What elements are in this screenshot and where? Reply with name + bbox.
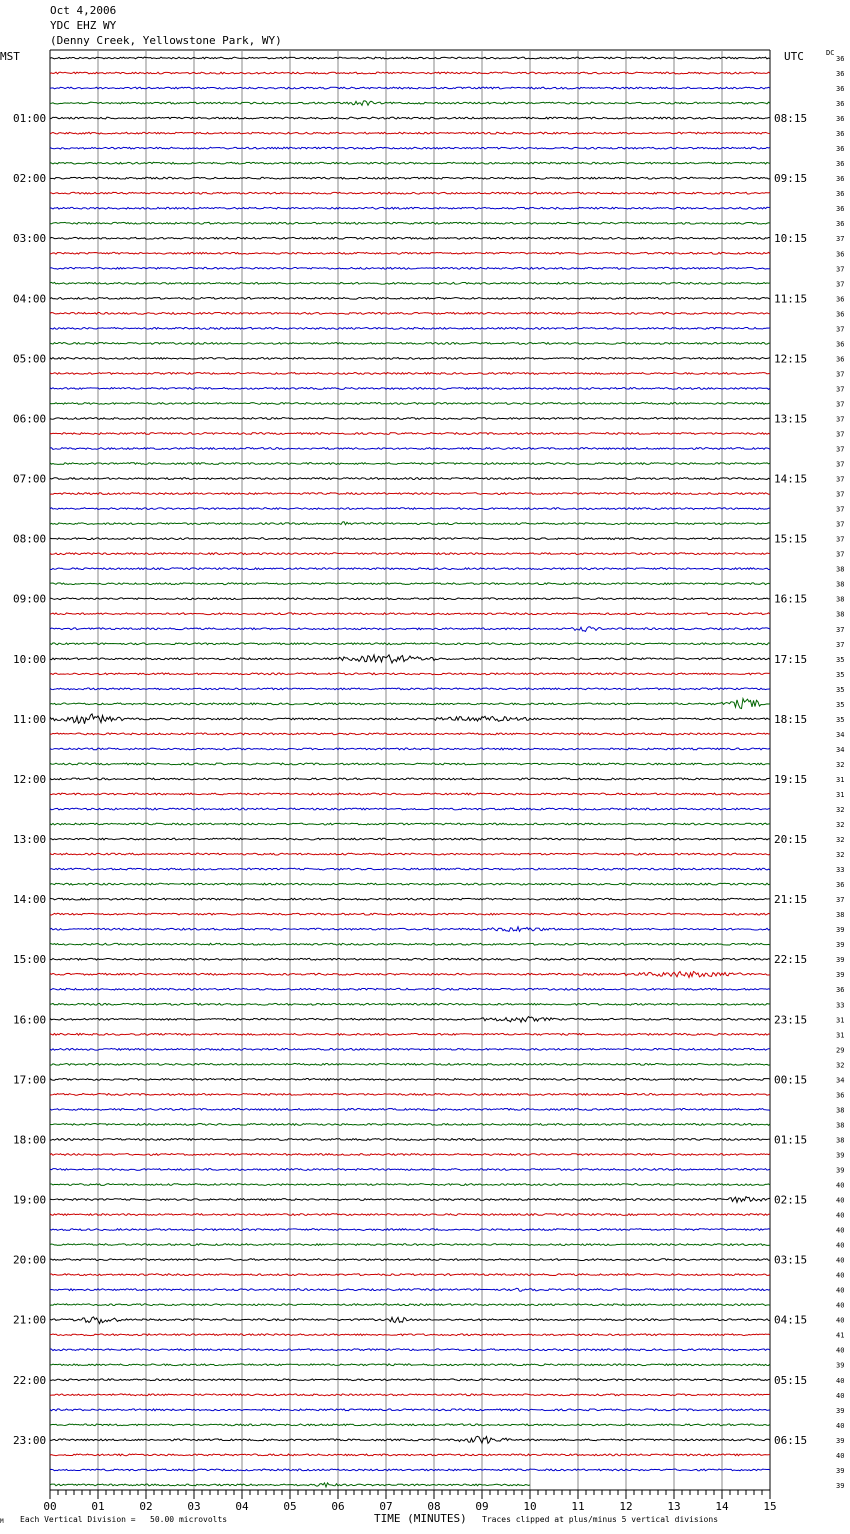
dc-offset-value: 39 [836, 956, 845, 965]
dc-offset-value: 37 [836, 505, 845, 514]
dc-offset-value: 31 [836, 1016, 845, 1025]
seismic-trace [50, 1017, 770, 1023]
seismic-trace [50, 522, 770, 525]
seismic-trace [50, 793, 770, 795]
seismic-trace [50, 1139, 770, 1141]
seismic-trace [50, 478, 770, 480]
seismic-trace [50, 508, 770, 510]
right-hour-label: 12:15 [774, 352, 808, 366]
seismic-trace [50, 1454, 770, 1456]
seismic-trace [50, 433, 770, 435]
left-hour-label: 15:00 [13, 953, 47, 967]
dc-offset-value: 39 [836, 1361, 845, 1370]
right-hour-label: 03:15 [774, 1253, 808, 1267]
seismic-trace [50, 57, 770, 59]
dc-offset-value: 31 [836, 1031, 845, 1040]
seismic-trace [50, 1288, 770, 1291]
seismic-trace [50, 613, 770, 615]
right-hour-label: 01:15 [774, 1133, 808, 1147]
seismic-trace [50, 714, 770, 724]
seismic-trace [50, 327, 770, 329]
left-hour-label: 08:00 [13, 532, 47, 546]
dc-offset-value: 31 [836, 790, 845, 799]
dc-offset-value: 37 [836, 535, 845, 544]
dc-offset-value: 40 [836, 1316, 845, 1325]
right-hour-label: 14:15 [774, 472, 808, 486]
dc-offset-value: 33 [836, 1001, 845, 1010]
dc-offset-value: 36 [836, 175, 845, 184]
x-tick-label: 04 [235, 1500, 249, 1513]
seismic-trace [50, 808, 770, 810]
right-hour-label: 06:15 [774, 1433, 808, 1447]
seismic-trace [50, 553, 770, 555]
left-hour-label: 23:00 [13, 1433, 47, 1447]
seismic-trace [50, 1154, 770, 1156]
x-tick-label: 08 [427, 1500, 441, 1513]
seismic-trace [50, 448, 770, 450]
dc-offset-value: 37 [836, 385, 845, 394]
seismic-trace [50, 1093, 770, 1095]
seismic-trace [50, 87, 770, 89]
dc-offset-value: 38 [836, 595, 845, 604]
dc-offset-value: 36 [836, 55, 845, 63]
seismic-trace [50, 1304, 770, 1306]
footer-mark: M [0, 1518, 4, 1525]
dc-offset-value: 35 [836, 670, 845, 679]
right-hour-label: 04:15 [774, 1313, 808, 1327]
dc-offset-value: 40 [836, 1196, 845, 1205]
x-tick-label: 14 [715, 1500, 729, 1513]
seismic-trace [50, 192, 770, 194]
seismic-trace [50, 733, 770, 735]
seismic-trace [50, 1394, 770, 1396]
x-tick-label: 12 [619, 1500, 633, 1513]
seismic-trace [50, 1214, 770, 1216]
seismic-trace [50, 1469, 770, 1471]
seismic-trace [50, 1349, 770, 1351]
dc-offset-value: 29 [836, 1046, 845, 1055]
left-hour-label: 04:00 [13, 292, 47, 306]
seismic-trace [50, 1244, 770, 1246]
seismic-trace [50, 583, 770, 585]
seismic-trace [50, 1063, 770, 1065]
left-hour-label: 03:00 [13, 232, 47, 246]
dc-offset-value: 39 [836, 1166, 845, 1175]
seismic-trace [50, 373, 770, 375]
dc-offset-value: 40 [836, 1421, 845, 1430]
right-hour-label: 23:15 [774, 1013, 808, 1027]
left-hour-label: 20:00 [13, 1253, 47, 1267]
dc-offset-value: 39 [836, 1436, 845, 1445]
dc-offset-value: 40 [836, 1226, 845, 1235]
dc-offset-value: 36 [836, 85, 845, 94]
x-tick-label: 10 [523, 1500, 537, 1513]
dc-offset-value: 37 [836, 550, 845, 559]
left-hour-label: 01:00 [13, 112, 47, 126]
dc-offset-value: 36 [836, 355, 845, 364]
x-tick-label: 09 [475, 1500, 489, 1513]
seismic-traces [50, 57, 770, 1487]
seismic-trace [50, 838, 770, 840]
left-hour-label: 11:00 [13, 712, 47, 726]
dc-offset-value: 39 [836, 971, 845, 980]
left-hour-label: 05:00 [13, 352, 47, 366]
seismic-trace [50, 1317, 770, 1324]
seismic-trace [50, 463, 770, 465]
dc-offset-value: 34 [836, 745, 845, 754]
seismic-trace [50, 282, 770, 284]
left-hour-label: 06:00 [13, 412, 47, 426]
dc-offset-value: 36 [836, 310, 845, 319]
dc-offset-value: 34 [836, 730, 845, 739]
dc-offset-value: 37 [836, 430, 845, 439]
seismic-trace [50, 493, 770, 495]
dc-offset-value: 35 [836, 715, 845, 724]
seismic-trace [50, 237, 770, 239]
seismic-trace [50, 267, 770, 269]
dc-offset-value: 39 [836, 1151, 845, 1160]
dc-offset-value: 38 [836, 911, 845, 920]
seismic-trace [50, 538, 770, 540]
dc-offset-value: 36 [836, 250, 845, 259]
dc-offset-value: 39 [836, 941, 845, 950]
dc-offset-value: 35 [836, 655, 845, 664]
right-hour-label: 22:15 [774, 953, 808, 967]
dc-offset-value: 40 [836, 1256, 845, 1265]
right-hour-label: 15:15 [774, 532, 808, 546]
dc-offset-value: 40 [836, 1286, 845, 1295]
dc-offset-value: 35 [836, 700, 845, 709]
dc-offset-value: 36 [836, 145, 845, 154]
dc-offset-value: 39 [836, 1466, 845, 1475]
dc-offset-value: 32 [836, 806, 845, 814]
axis-labels [13, 55, 844, 1513]
left-timezone-label: MST [0, 50, 20, 63]
x-tick-label: 13 [667, 1500, 681, 1513]
right-hour-label: 11:15 [774, 292, 808, 306]
dc-offset-value: 36 [836, 1091, 845, 1100]
dc-offset-value: 37 [836, 896, 845, 905]
dc-offset-value: 37 [836, 325, 845, 334]
scale-note: Each Vertical Division = 50.00 microvolts [20, 1515, 228, 1524]
seismic-trace [50, 207, 770, 209]
dc-offset-value: 36 [836, 881, 845, 890]
dc-offset-value: 37 [836, 445, 845, 454]
seismic-trace [50, 688, 770, 690]
dc-offset-value: 37 [836, 400, 845, 409]
dc-offset-value: 37 [836, 265, 845, 274]
seismic-trace [50, 418, 770, 420]
seismic-trace [50, 1169, 770, 1171]
left-hour-label: 21:00 [13, 1313, 47, 1327]
dc-offset-value: 36 [836, 115, 845, 124]
dc-offset-value: 33 [836, 866, 845, 875]
plot-date: Oct 4,2006 [50, 4, 117, 17]
seismic-trace [50, 988, 770, 990]
seismic-trace [50, 1259, 770, 1261]
seismic-trace [50, 312, 770, 314]
seismic-trace [50, 673, 770, 675]
dc-offset-value: 37 [836, 475, 845, 484]
dc-offset-value: 37 [836, 625, 845, 634]
dc-offset-value: 37 [836, 490, 845, 499]
right-hour-label: 05:15 [774, 1373, 808, 1387]
dc-offset-value: 38 [836, 610, 845, 619]
dc-offset-value: 36 [836, 70, 845, 79]
dc-offset-value: 32 [836, 821, 845, 830]
seismic-trace [50, 1229, 770, 1231]
left-hour-label: 13:00 [13, 833, 47, 847]
seismic-trace [50, 1197, 770, 1203]
right-hour-label: 16:15 [774, 592, 808, 606]
left-hour-label: 09:00 [13, 592, 47, 606]
seismic-trace [50, 943, 770, 945]
seismic-trace [50, 297, 770, 299]
right-hour-label: 13:15 [774, 412, 808, 426]
right-hour-label: 17:15 [774, 652, 808, 666]
dc-offset-value: 36 [836, 220, 845, 229]
dc-offset-value: 38 [836, 565, 845, 574]
seismic-trace [50, 643, 770, 645]
right-hour-label: 09:15 [774, 172, 808, 186]
dc-offset-value: 40 [836, 1391, 845, 1400]
dc-offset-value: 38 [836, 1121, 845, 1130]
seismic-trace [50, 699, 770, 709]
seismic-trace [50, 1334, 770, 1336]
seismic-trace [50, 1124, 770, 1126]
dc-offset-header: DC [826, 49, 835, 57]
dc-offset-value: 40 [836, 1376, 845, 1385]
seismic-trace [50, 1424, 770, 1426]
right-hour-label: 00:15 [774, 1073, 808, 1087]
dc-offset-value: 32 [836, 760, 845, 769]
dc-offset-value: 40 [836, 1211, 845, 1220]
seismic-trace [50, 598, 770, 600]
seismic-trace [50, 748, 770, 750]
seismic-trace [50, 1379, 770, 1381]
x-tick-label: 05 [283, 1500, 297, 1513]
right-hour-label: 20:15 [774, 833, 808, 847]
x-tick-label: 00 [43, 1500, 57, 1513]
dc-offset-value: 40 [836, 1346, 845, 1355]
seismic-trace [50, 1048, 770, 1050]
dc-offset-value: 37 [836, 640, 845, 649]
dc-offset-value: 36 [836, 340, 845, 349]
dc-offset-value: 37 [836, 280, 845, 289]
x-axis-title: TIME (MINUTES) [374, 1512, 467, 1525]
right-timezone-label: UTC [784, 50, 804, 63]
x-tick-label: 02 [139, 1500, 153, 1513]
seismic-trace [50, 927, 770, 932]
dc-offset-value: 39 [836, 926, 845, 935]
seismic-trace [50, 1274, 770, 1276]
seismic-trace [50, 388, 770, 390]
seismic-trace [50, 117, 770, 119]
seismic-trace [50, 358, 770, 360]
dc-offset-value: 36 [836, 205, 845, 214]
x-tick-label: 11 [571, 1500, 585, 1513]
left-hour-label: 19:00 [13, 1193, 47, 1207]
seismic-trace [50, 72, 770, 74]
left-hour-label: 02:00 [13, 172, 47, 186]
seismic-trace [50, 568, 770, 570]
dc-offset-value: 38 [836, 1136, 845, 1145]
right-hour-label: 10:15 [774, 232, 808, 246]
right-hour-label: 02:15 [774, 1193, 808, 1207]
seismic-trace [50, 162, 770, 164]
seismic-trace [50, 132, 770, 134]
dc-offset-value: 39 [836, 1406, 845, 1415]
dc-offset-value: 37 [836, 460, 845, 469]
right-hour-label: 18:15 [774, 712, 808, 726]
dc-offset-value: 40 [836, 1271, 845, 1280]
seismic-trace [50, 958, 770, 960]
dc-offset-value: 36 [836, 160, 845, 169]
dc-offset-value: 31 [836, 775, 845, 784]
dc-offset-value: 36 [836, 190, 845, 199]
x-tick-label: 07 [379, 1500, 393, 1513]
dc-offset-value: 41 [836, 1331, 845, 1340]
x-tick-label: 03 [187, 1500, 201, 1513]
seismic-trace [50, 883, 770, 885]
left-hour-label: 14:00 [13, 893, 47, 907]
dc-offset-value: 37 [836, 520, 845, 529]
left-hour-label: 16:00 [13, 1013, 47, 1027]
dc-offset-value: 39 [836, 1481, 845, 1490]
seismic-trace [50, 101, 770, 106]
dc-offset-value: 37 [836, 235, 845, 244]
left-hour-label: 17:00 [13, 1073, 47, 1087]
dc-offset-value: 36 [836, 295, 845, 304]
station-code: YDC EHZ WY [50, 19, 117, 32]
dc-offset-value: 32 [836, 851, 845, 860]
dc-offset-value: 40 [836, 1451, 845, 1460]
dc-offset-value: 32 [836, 1061, 845, 1070]
right-hour-label: 08:15 [774, 112, 808, 126]
left-hour-label: 07:00 [13, 472, 47, 486]
left-hour-label: 10:00 [13, 652, 47, 666]
dc-offset-value: 38 [836, 1106, 845, 1115]
left-hour-label: 12:00 [13, 772, 47, 786]
seismic-trace [50, 177, 770, 179]
seismic-trace [50, 655, 770, 663]
x-tick-label: 01 [91, 1500, 105, 1513]
right-hour-label: 19:15 [774, 772, 808, 786]
right-hour-label: 21:15 [774, 893, 808, 907]
seismic-trace [50, 1033, 770, 1035]
dc-offset-value: 34 [836, 1076, 845, 1085]
station-location: (Denny Creek, Yellowstone Park, WY) [50, 34, 282, 47]
dc-offset-value: 37 [836, 415, 845, 424]
seismic-trace [50, 1184, 770, 1186]
seismic-trace [50, 1436, 770, 1443]
seismic-trace [50, 342, 770, 344]
seismic-trace [50, 1109, 770, 1111]
dc-offset-value: 37 [836, 370, 845, 379]
seismic-trace [50, 403, 770, 405]
seismic-trace [50, 913, 770, 915]
left-hour-label: 22:00 [13, 1373, 47, 1387]
dc-offset-value: 35 [836, 685, 845, 694]
dc-offset-value: 36 [836, 100, 845, 109]
seismic-trace [50, 868, 770, 870]
dc-offset-value: 40 [836, 1241, 845, 1250]
x-tick-label: 15 [763, 1500, 777, 1513]
dc-offset-value: 32 [836, 836, 845, 845]
seismic-trace [50, 1078, 770, 1080]
seismic-trace [50, 853, 770, 855]
dc-offset-value: 40 [836, 1181, 845, 1190]
dc-offset-value: 38 [836, 580, 845, 589]
seismic-trace [50, 1409, 770, 1411]
seismic-trace [50, 823, 770, 825]
left-hour-label: 18:00 [13, 1133, 47, 1147]
dc-offset-value: 40 [836, 1301, 845, 1310]
x-tick-label: 06 [331, 1500, 345, 1513]
seismic-trace [50, 222, 770, 224]
dc-offset-value: 36 [836, 986, 845, 995]
seismic-trace [50, 252, 770, 254]
seismic-trace [50, 763, 770, 765]
seismic-trace [50, 778, 770, 780]
seismic-trace [50, 627, 770, 632]
seismic-trace [50, 898, 770, 900]
seismic-trace [50, 147, 770, 149]
seismic-trace [50, 1364, 770, 1366]
clip-note: Traces clipped at plus/minus 5 vertical divisions [482, 1515, 719, 1524]
seismic-trace [50, 1003, 770, 1005]
dc-offset-value: 36 [836, 130, 845, 139]
seismic-trace [50, 972, 770, 978]
